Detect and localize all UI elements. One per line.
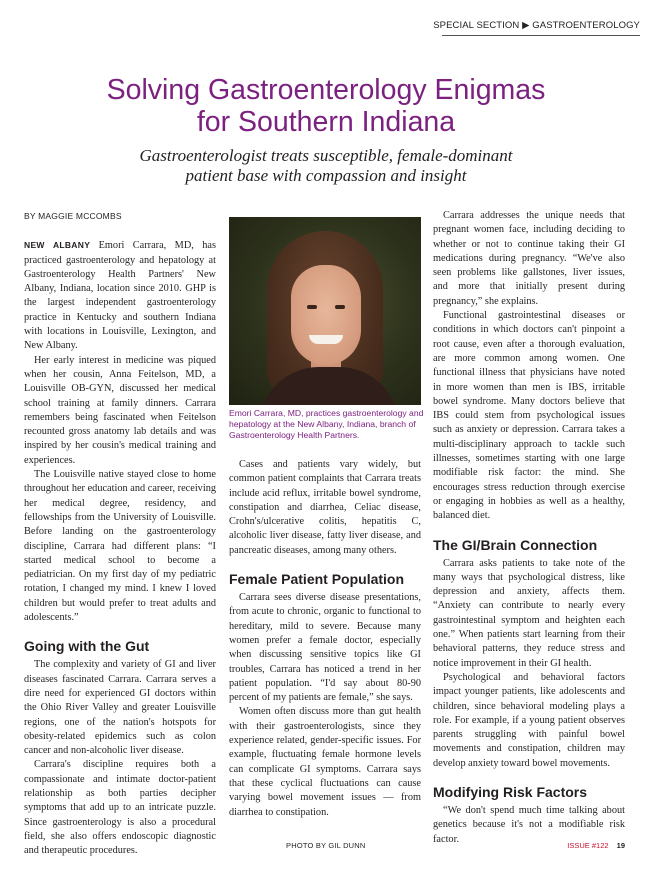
- paragraph: [24, 238, 216, 353]
- photo-caption: Emori Carrara, MD, practices gastroenterology and hepatology at the New Albany, Indiana, branch of Gastroenterology Health Partners.: [229, 408, 424, 440]
- headline-line-1: Solving Gastroenterology Enigmas: [106, 74, 546, 106]
- dateline: NEW ALBANY: [24, 240, 91, 251]
- headline-line-2: for Southern Indiana: [196, 106, 456, 138]
- photo-credit: PHOTO BY GIL DUNN: [286, 841, 366, 850]
- paragraph: Her early interest in medicine was piqued when her cousin, Anna Feitelson, MD, a Louisville OB-GYN, discussed her medical school training at family dinners. Carrara remembers being fascinated when Feitelson recounted gross anatomy lab details and was inspired by her cousin's medical training and experiences.: [24, 354, 216, 466]
- subheading: The GI/Brain Connection: [433, 536, 598, 553]
- arrow-icon: ▶: [522, 20, 530, 31]
- issue-number: ISSUE #122: [567, 841, 609, 850]
- paragraph: “We don't spend much time talking about genetics because it's not a modifiable risk factor.: [433, 804, 625, 845]
- column-3: [433, 209, 625, 847]
- subheading: Female Patient Population: [229, 571, 405, 588]
- byline: BY MAGGIE MCCOMBS: [24, 211, 122, 221]
- paragraph: The Louisville native stayed close to home throughout her education and career, receiving her medical degree, residency, and fellowships from the University of Louisville. Before landing on the gastroenterology discipline, Carrara had different plans: “I started medical school to become a pediatrician. On my first day of my pediatric rotation, I changed my mind. I knew I loved children but would prefer to treat adults and adolescents.”: [24, 469, 216, 624]
- column-2: [229, 458, 421, 820]
- deck: [40, 146, 612, 186]
- paragraph: Cases and patients vary widely, but common patient complaints that Carrara treats include acid reflux, irritable bowel syndrome, constipation and diarrhea, Celiac disease, Crohn's/ulcerative colitis, hepatitis C, alcoholic liver disease, fatty liver disease, and pancreatic diseases, among many others.: [229, 459, 421, 556]
- section-label: SPECIAL SECTION: [433, 20, 520, 31]
- paragraph: The complexity and variety of GI and liver diseases fascinated Carrara. Carrara serves a dire need for experienced GI doctors within the Ohio River Valley and greater Louisville regions, one of the nation's hotspots for obesity-related epidemics such as colon cancer and non-alcoholic liver disease.: [24, 659, 216, 757]
- paragraph: Functional gastrointestinal diseases or conditions in which doctors can't pinpoint a root cause, even after a thorough evaluation, are more common among women. One functional illness that physicians have noted in more women than men is IBS, irritable bowel syndrome. Many doctors believe that IBS could stem from psychological issues such as anxiety or depression. Carrara takes a multi-disciplinary approach to tackle such illnesses, sometimes starting with one large modifiable risk factor: the mind. She encourages stress reduction through exercise or engaging in hobbies as well as a healthy, balanced diet.: [433, 310, 625, 522]
- headline: [30, 74, 622, 138]
- section-tag: [433, 20, 640, 31]
- header-rule: [442, 35, 640, 36]
- deck-line-1: Gastroenterologist treats susceptible, female-dominant: [139, 146, 513, 165]
- page-number: 19: [616, 841, 625, 850]
- deck-line-2: patient base with compassion and insight: [185, 166, 467, 185]
- subheading: Modifying Risk Factors: [433, 783, 588, 800]
- paragraph: Carrara sees diverse disease presentations, from acute to chronic, organic to functional to hereditary, mild to severe. Because many women prefer a female doctor, especially when discussing sensitive topics like GI troubles, Carrara has noticed a trend in her patient population. “I'd say about 80-90 percent of my patients are female,” she says.: [229, 592, 421, 704]
- subheading: Going with the Gut: [24, 638, 150, 655]
- paragraph-text: Emori Carrara, MD, has practiced gastroenterology and hepatology at Gastroenterology Health Partners' New Albany, Indiana, location since 2010. GHP is the largest independent gastroenterology practice in Kentucky and southern Indiana with locations in Louisville, Lexington, and New Albany.: [24, 240, 217, 352]
- paragraph: Carrara's discipline requires both a compassionate and intimate doctor-patient relationship as both parties decipher symptoms that add up to an intricate puzzle. Since gastroenterology is also a procedural field, she also offers endoscopic diagnostic and therapeutic procedures.: [24, 759, 216, 857]
- paragraph: Carrara addresses the unique needs that pregnant women face, including deciding to whether or not to continue taking their GI medications during pregnancy. “We've also seen problems like gallstones, liver issues, and more that initially present during pregnancy,” she explains.: [433, 210, 625, 307]
- column-1: [24, 209, 216, 858]
- paragraph: Carrara asks patients to take note of the many ways that psychological distress, like depression and anxiety, affects them. “Anxiety can contribute to nearly every gastrointestinal symptom and heighten each one.” When patients start learning from their behavioral patterns, they reduce stress and notice improvement in their GI health.: [433, 557, 625, 669]
- paragraph: Women often discuss more than gut health with their gastroenterologists, since they experience related, gender-specific issues. For example, fluctuating female hormone levels can complicate GI symptoms. Carrara says that these cyclical fluctuations can cause varying bowel movement issues — from diarrhea to constipation.: [229, 706, 421, 818]
- portrait-photo: [229, 217, 421, 405]
- folio: [567, 841, 625, 850]
- section-topic: GASTROENTEROLOGY: [532, 20, 640, 31]
- paragraph: Psychological and behavioral factors impact younger patients, like adolescents and children, since behavioral modeling plays a role. For example, if a young patient observes parents struggling with painful bowel movements and constipation, children may develop anxiety toward bowel movements.: [433, 671, 625, 769]
